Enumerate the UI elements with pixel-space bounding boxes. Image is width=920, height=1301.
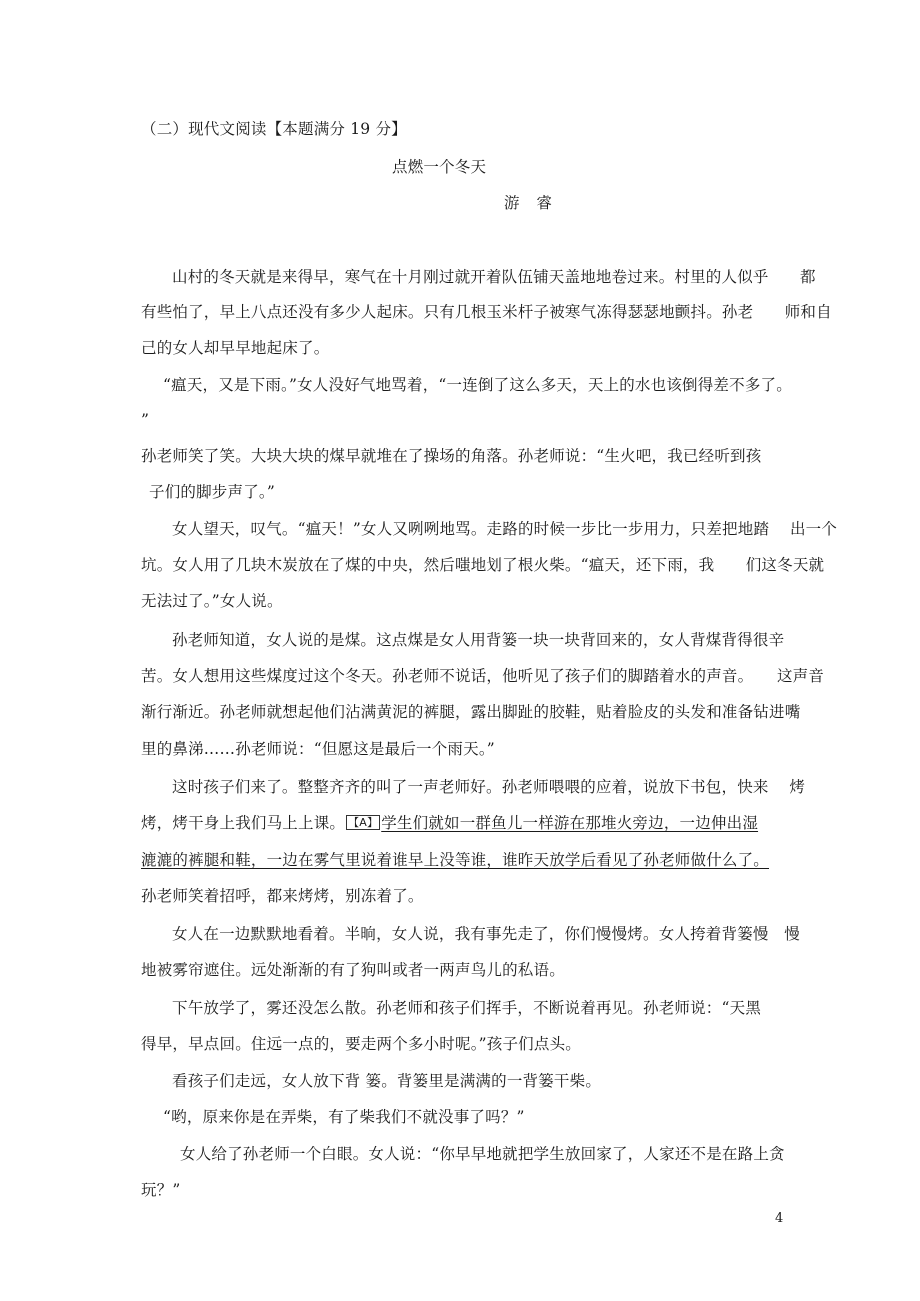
paragraph-line: 地被雾帘遮住。远处渐渐的有了狗叫或者一两声鸟儿的私语。 (141, 961, 565, 979)
paragraph-line: 孙老师知道，女人说的是煤。这点煤是女人用背篓一块一块背回来的，女人背煤背得很辛 (172, 631, 785, 649)
line-text: 烤，烤干身上我们马上上课。 (141, 814, 346, 832)
paragraph-line: “瘟天，又是下雨。”女人没好气地骂着，“一连倒了这么多天，天上的水也该倒得差不多了。 (163, 376, 792, 394)
paragraph-line: 下午放学了，雾还没怎么散。孙老师和孩子们挥手，不断说着再见。孙老师说：“天黑 (172, 999, 762, 1017)
underlined-passage: 学生们就如一群鱼儿一样游在那堆火旁边，一边伸出湿 (381, 814, 759, 832)
paragraph-line: 己的女人却早早地起床了。 (141, 339, 330, 357)
underlined-passage: 漉漉的裤腿和鞋，一边在雾气里说着谁早上没等谁，谁昨天放学后看见了孙老师做什么了。 (141, 851, 770, 869)
paragraph-line: 这时孩子们来了。整整齐齐的叫了一声老师好。孙老师喂喂的应着，说放下书包，快来 烤 (172, 778, 806, 796)
paragraph-line: 无法过了。”女人说。 (141, 592, 283, 610)
page-number: 4 (775, 1211, 784, 1226)
paragraph-line: 看孩子们走远，女人放下背 篓。背篓里是满满的一背篓干柴。 (172, 1072, 602, 1090)
paragraph-line: 女人给了孙老师一个白眼。女人说：“你早早地就把学生放回家了，人家还不是在路上贪 (180, 1145, 785, 1163)
paragraph-line: 得早，早点回。住远一点的，要走两个多小时呢。”孩子们点头。 (141, 1035, 581, 1053)
paragraph-line: 坑。女人用了几块木炭放在了煤的中央，然后嗤地划了根火柴。“瘟天，还下雨，我 们这冬天就 (141, 556, 825, 574)
paragraph-line: 孙老师笑着招呼，都来烤烤，别冻着了。 (141, 887, 424, 905)
paragraph-line: 里的鼻涕……孙老师说：“但愿这是最后一个雨天。” (141, 740, 495, 758)
paragraph-line: 女人望天，叹气。“瘟天！”女人又咧咧地骂。走路的时候一步比一步用力，只差把地踏 出一个 (172, 520, 838, 538)
article-author: 游 睿 (504, 194, 558, 212)
article-title: 点燃一个冬天 (392, 158, 487, 176)
paragraph-line: ” (141, 411, 150, 429)
paragraph-line (141, 813, 758, 833)
paragraph-line: 有些怕了，早上八点还没有多少人起床。只有几根玉米杆子被寒气冻得瑟瑟地颤抖。孙老 师和自 (141, 303, 832, 321)
paragraph-line: 女人在一边默默地看着。半晌，女人说，我有事先走了，你们慢慢烤。女人挎着背篓慢 慢 (172, 925, 801, 943)
annotation-marker-a: 【A】 (348, 816, 379, 829)
paragraph-line: 玩？” (141, 1181, 181, 1199)
paragraph-line: 渐行渐近。孙老师就想起他们沾满黄泥的裤腿，露出脚趾的胶鞋，贴着脸皮的头发和准备钻进嘴 (141, 703, 801, 721)
paragraph-line: 苦。女人想用这些煤度过这个冬天。孙老师不说话，他听见了孩子们的脚踏着水的声音。 这声音 (141, 667, 825, 685)
paragraph-line: 山村的冬天就是来得早，寒气在十月刚过就开着队伍铺天盖地地卷过来。村里的人似乎 都 (172, 268, 816, 286)
section-heading: （二）现代文阅读【本题满分 19 分】 (141, 120, 407, 138)
paragraph-line: “哟，原来你是在弄柴，有了柴我们不就没事了吗？” (163, 1108, 525, 1126)
paragraph-line: 孙老师笑了笑。大块大块的煤早就堆在了操场的角落。孙老师说：“生火吧，我已经听到孩 (141, 447, 762, 465)
paragraph-line: 子们的脚步声了。” (149, 483, 275, 501)
